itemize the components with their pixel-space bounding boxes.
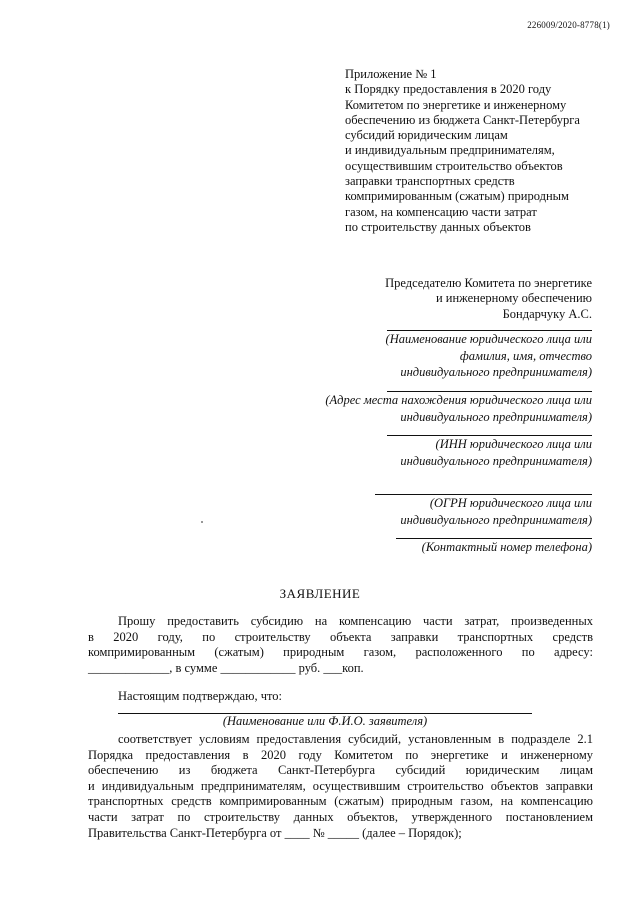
document-title: ЗАЯВЛЕНИЕ <box>279 586 361 601</box>
field-caption: индивидуального предпринимателя) <box>400 365 592 379</box>
paragraph-line: части затрат по строительству данных объектов, утвержденного постановлением <box>88 809 593 824</box>
request-paragraph <box>88 614 593 676</box>
paragraph-line: Прошу предоставить субсидию на компенсацию части затрат, произведенных <box>118 614 593 628</box>
field-caption: (Наименование юридического лица или <box>385 332 592 346</box>
conditions-paragraph <box>88 732 593 841</box>
field-caption: фамилия, имя, отчество <box>459 348 592 363</box>
appendix-header <box>345 67 580 235</box>
field-caption: (ОГРН юридического лица или <box>429 496 592 510</box>
addressee-line: Председателю Комитета по энергетике <box>385 276 592 290</box>
appendix-line: Приложение № 1 <box>345 67 437 81</box>
field-caption: индивидуального предпринимателя) <box>400 409 592 424</box>
paragraph-line: Порядка предоставления в 2020 году Комитетом по энергетике и инженерному <box>88 747 593 762</box>
paragraph-line: в 2020 году, по строительству объекта заправки транспортных средств <box>88 629 593 644</box>
appendix-line: газом, на компенсацию части затрат <box>345 204 537 219</box>
paragraph-line: соответствует условиям предоставления субсидий, установленным в подразделе 2.1 <box>118 732 593 746</box>
addressee-line: Бондарчуку А.С. <box>502 306 592 321</box>
addressee-block <box>385 276 592 322</box>
field-caption: индивидуального предпринимателя) <box>400 512 592 527</box>
confirm-intro <box>88 689 593 705</box>
field-caption: индивидуального предпринимателя) <box>400 453 592 468</box>
applicant-name-caption: (Наименование или Ф.И.О. заявителя) <box>222 714 428 728</box>
field-caption: (ИНН юридического лица или <box>435 437 592 451</box>
applicant-ogrn-field <box>375 494 592 528</box>
paragraph-line: Правительства Санкт-Петербурга от ____ № _____ (далее – Порядок); <box>88 825 462 840</box>
paragraph-line: транспортных средств компримированным (сжатым) природным газом, на компенсацию <box>88 794 593 809</box>
appendix-line: и индивидуальным предпринимателям, <box>345 143 555 158</box>
appendix-line: по строительству данных объектов <box>345 219 531 234</box>
document-number: 226009/2020-8778(1) <box>527 20 610 30</box>
addressee-line: и инженерному обеспечению <box>435 291 592 306</box>
paragraph-line: и индивидуальным предпринимателям, осуществившим строительство объектов заправки <box>88 778 593 793</box>
applicant-inn-field <box>387 435 592 469</box>
applicant-address-field <box>325 391 592 425</box>
scan-speck <box>201 521 203 523</box>
appendix-line: заправки транспортных средств <box>345 174 515 189</box>
appendix-line: компримированным (сжатым) природным <box>345 189 569 204</box>
applicant-name-field <box>386 330 592 381</box>
paragraph-line: обеспечению из бюджета Санкт-Петербурга субсидий юридическим лицам <box>88 763 593 778</box>
appendix-line: Комитетом по энергетике и инженерному <box>345 97 567 112</box>
appendix-line: осуществившим строительство объектов <box>345 158 563 173</box>
applicant-phone-field <box>396 538 592 556</box>
appendix-line: к Порядку предоставления в 2020 году <box>345 82 552 97</box>
appendix-line: субсидий юридическим лицам <box>345 128 508 143</box>
paragraph-line: компримированным (сжатым) природным газом, расположенного по адресу: <box>88 645 593 660</box>
field-caption: (Адрес места нахождения юридического лица или <box>325 393 592 407</box>
appendix-line: обеспечению из бюджета Санкт-Петербурга <box>345 112 580 127</box>
field-caption: (Контактный номер телефона) <box>421 540 592 554</box>
paragraph-line: Настоящим подтверждаю, что: <box>118 689 283 703</box>
paragraph-line: _____________, в сумме ____________ руб. ___коп. <box>88 660 364 675</box>
